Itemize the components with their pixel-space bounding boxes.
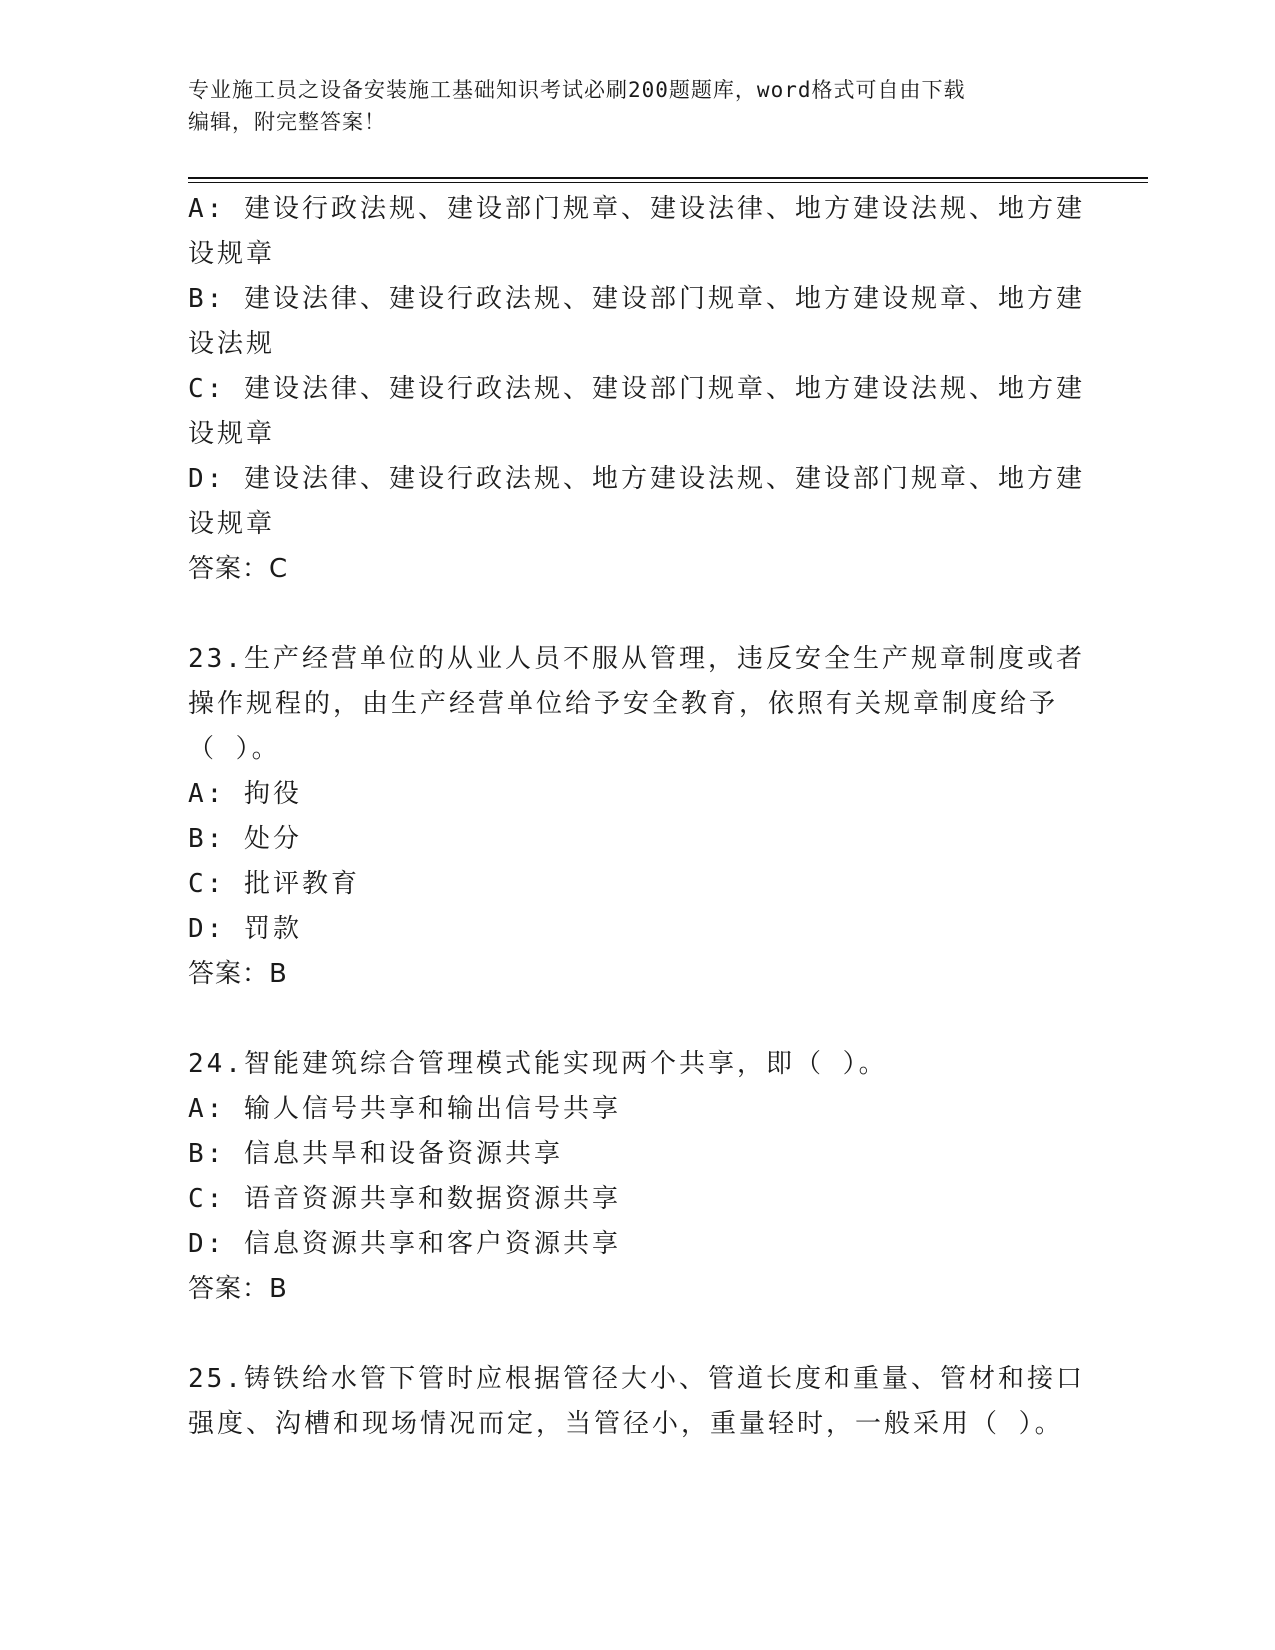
header-divider-thin xyxy=(188,182,1148,183)
option-b: B: 处分 xyxy=(188,824,302,854)
header-line-1: 专业施工员之设备安装施工基础知识考试必刷200题题库，word格式可自由下载 xyxy=(188,78,966,102)
question-stem-line-3: （ ）。 xyxy=(188,734,281,764)
spacer xyxy=(188,592,1078,637)
document-header xyxy=(188,74,1068,138)
option-c: C: 语音资源共享和数据资源共享 xyxy=(188,1184,621,1214)
answer-label: 答案：B xyxy=(188,959,288,989)
document-body xyxy=(188,187,1085,1447)
question-stem-line-1: 23.生产经营单位的从业人员不服从管理，违反安全生产规章制度或者 xyxy=(188,644,1085,674)
question-stem-line-1: 25.铸铁给水管下管时应根据管径大小、管道长度和重量、管材和接口 xyxy=(188,1364,1085,1394)
option-d-line-1: D: 建设法律、建设行政法规、地方建设法规、建设部门规章、地方建 xyxy=(188,464,1085,494)
option-c: C: 批评教育 xyxy=(188,869,360,899)
question-24 xyxy=(188,1042,1078,1312)
option-b-line-2: 设法规 xyxy=(188,329,276,359)
question-stem-line-2: 操作规程的，由生产经营单位给予安全教育，依照有关规章制度给予 xyxy=(188,689,1059,719)
option-a: A: 拘役 xyxy=(188,779,302,809)
answer-label: 答案：B xyxy=(188,1274,288,1304)
option-d: D: 罚款 xyxy=(188,914,302,944)
spacer xyxy=(188,997,1078,1042)
header-line-2: 编辑，附完整答案！ xyxy=(188,110,386,134)
option-d-line-2: 设规章 xyxy=(188,509,276,539)
option-c-line-2: 设规章 xyxy=(188,419,276,449)
answer-label: 答案：C xyxy=(188,554,289,584)
option-a: A: 输人信号共享和输出信号共享 xyxy=(188,1094,621,1124)
option-d: D: 信息资源共享和客户资源共享 xyxy=(188,1229,621,1259)
option-c-line-1: C: 建设法律、建设行政法规、建设部门规章、地方建设法规、地方建 xyxy=(188,374,1085,404)
spacer xyxy=(188,1312,1078,1357)
option-a-line-2: 设规章 xyxy=(188,239,276,269)
question-23 xyxy=(188,637,1085,997)
option-b-line-1: B: 建设法律、建设行政法规、建设部门规章、地方建设规章、地方建 xyxy=(188,284,1085,314)
question-22-options xyxy=(188,187,1085,592)
option-a-line-1: A: 建设行政法规、建设部门规章、建设法律、地方建设法规、地方建 xyxy=(188,194,1085,224)
question-25 xyxy=(188,1357,1085,1447)
header-divider-thick xyxy=(188,177,1148,179)
option-b: B: 信息共旱和设备资源共享 xyxy=(188,1139,563,1169)
question-stem-line-1: 24.智能建筑综合管理模式能实现两个共享，即（ ）。 xyxy=(188,1049,888,1079)
question-stem-line-2: 强度、沟槽和现场情况而定，当管径小，重量轻时，一般采用（ ）。 xyxy=(188,1409,1064,1439)
